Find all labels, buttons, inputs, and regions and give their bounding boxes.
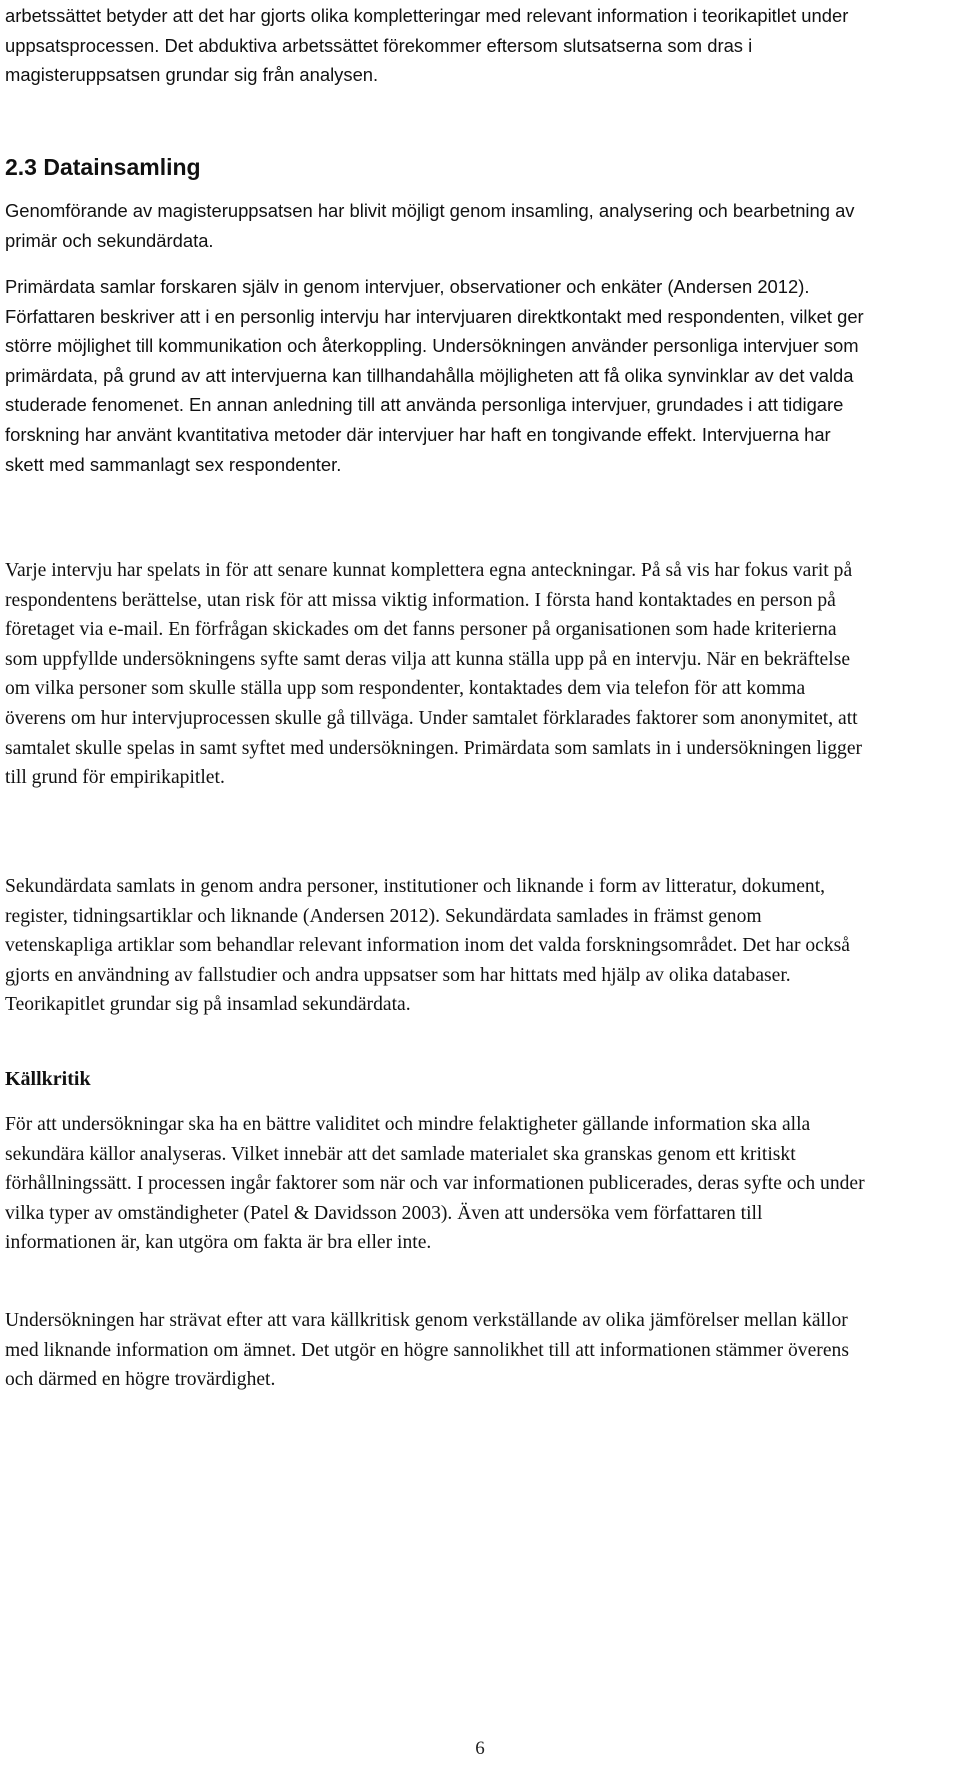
interview-block — [5, 556, 865, 793]
primary-data-paragraph: Primärdata samlar forskaren själv in genom intervjuer, observationer och enkäter (Andersen 2012). Författaren beskriver att i en personlig intervju har intervjuaren direktkontakt med respondenten, vilket ger större möjlighet till kommunikation och återkoppling. Undersökningen använder personliga intervjuer som primärdata, på grund av att intervjuerna kan tillhandahålla möjligheten att få olika synvinklar av det valda studerade fenomenet. En annan anledning till att använda personliga intervjuer, grundades i att tidigare forskning har använt kvantitativa metoder där intervjuer har haft en tongivande effekt. Intervjuerna har skett med sammanlagt sex respondenter. — [5, 276, 864, 475]
section-heading-block — [5, 152, 865, 182]
secondary-data-block — [5, 872, 865, 1020]
comparison-paragraph: Undersökningen har strävat efter att vara källkritisk genom verkställande av olika jämförelser mellan källor med liknande information om ämnet. Det utgör en högre sannolikhet till att informationen stämmer överens och därmed en högre trovärdighet. — [5, 1310, 849, 1391]
secondary-data-paragraph: Sekundärdata samlats in genom andra personer, institutioner och liknande i form av litteratur, dokument, register, tidningsartiklar och liknande (Andersen 2012). Sekundärdata samlades in främst genom vetenskapliga artiklar som behandlar relevant information inom det valda forskningsområdet. Det har också gjorts en användning av fallstudier och andra uppsatser som har hittats med hjälp av olika databaser. Teorikapitlet grundar sig på insamlad sekundärdata. — [5, 876, 850, 1016]
page-number: 6 — [475, 1738, 485, 1759]
comparison-block — [5, 1306, 865, 1395]
subheading-kallkritik: Källkritik — [5, 1068, 91, 1090]
intro-block — [5, 1, 865, 90]
section-intro-block — [5, 196, 865, 255]
section-heading: 2.3 Datainsamling — [5, 154, 201, 180]
intro-paragraph: arbetssättet betyder att det har gjorts olika kompletteringar med relevant information i teorikapitlet under uppsatsprocessen. Det abduktiva arbetssättet förekommer eftersom slutsatserna som dras i magisteruppsatsen grundar sig från analysen. — [5, 5, 849, 86]
source-criticism-block — [5, 1110, 865, 1258]
subheading-block — [5, 1064, 865, 1094]
source-criticism-paragraph: För att undersökningar ska ha en bättre validitet och mindre felaktigheter gällande information ska alla sekundära källor analyseras. Vilket innebär att det samlade materialet ska granskas genom ett kritiskt förhållningssätt. I processen ingår faktorer som när och var informationen publicerades, deras syfte och under vilka typer av omständigheter (Patel & Davidsson 2003). Även att undersöka vem författaren till informationen är, kan utgöra om fakta är bra eller inte. — [5, 1114, 865, 1254]
section-intro-paragraph: Genomförande av magisteruppsatsen har blivit möjligt genom insamling, analysering och bearbetning av primär och sekundärdata. — [5, 200, 855, 251]
interview-paragraph: Varje intervju har spelats in för att senare kunnat komplettera egna anteckningar. På så vis har fokus varit på respondentens berättelse, utan risk för att missa viktig information. I första hand kontaktades en person på företaget via e-mail. En förfrågan skickades om det fanns personer på organisationen som hade kriterierna som uppfyllde undersökningens syfte samt deras vilja att kunna ställa upp på en intervju. När en bekräftelse om vilka personer som skulle ställa upp som respondenter, kontaktades dem via telefon för att komma överens om hur intervjuprocessen skulle gå tillväga. Under samtalet förklarades faktorer som anonymitet, att samtalet skulle spelas in samt syftet med undersökningen. Primärdata som samlats in i undersökningen ligger till grund för empirikapitlet. — [5, 560, 863, 789]
primary-data-block — [5, 272, 865, 479]
